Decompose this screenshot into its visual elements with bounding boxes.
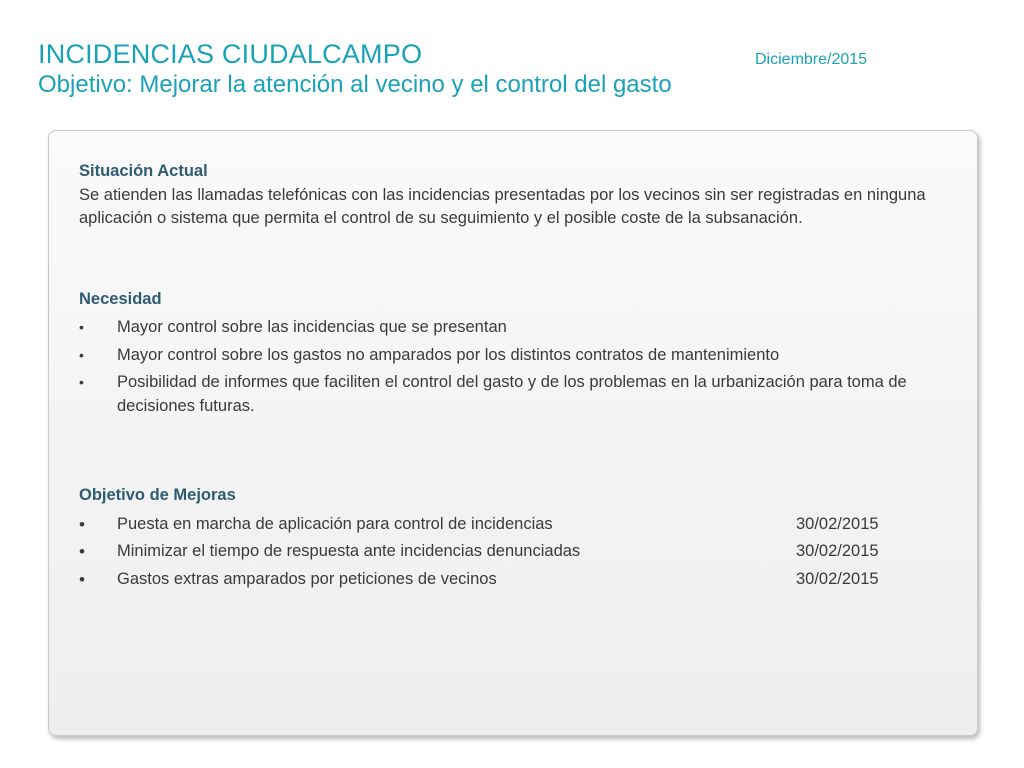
slide-subtitle: Objetivo: Mejorar la atención al vecino y el control del gasto bbox=[38, 71, 672, 98]
content-panel bbox=[48, 130, 978, 736]
bullet-icon: • bbox=[79, 542, 85, 561]
section-situacion bbox=[79, 160, 969, 231]
section-objetivo bbox=[79, 484, 969, 591]
list-item bbox=[79, 568, 969, 592]
bullet-icon: • bbox=[79, 346, 84, 363]
list-item bbox=[79, 316, 969, 340]
bullet-icon: • bbox=[79, 569, 85, 589]
list-item bbox=[79, 513, 969, 537]
bullet-icon: • bbox=[79, 514, 85, 534]
necesidad-item-text: Mayor control sobre las incidencias que se presentan bbox=[117, 318, 507, 336]
section-necesidad bbox=[79, 288, 969, 419]
list-item bbox=[79, 371, 969, 418]
necesidad-list bbox=[79, 316, 969, 418]
slide-date: Diciembre/2015 bbox=[755, 51, 868, 68]
situacion-text: Se atienden las llamadas telefónicas con las incidencias presentadas por los vecinos sin ser registradas en ninguna aplicación o sistema que permita el control de su seguimiento y el posible coste de la subsanación. bbox=[79, 185, 926, 227]
slide-header bbox=[38, 38, 888, 100]
list-item bbox=[79, 540, 969, 564]
slide-title: INCIDENCIAS CIUDALCAMPO bbox=[38, 39, 423, 69]
bullet-icon: • bbox=[79, 374, 84, 390]
content-body bbox=[79, 160, 969, 595]
objetivo-item-date: 30/02/2015 bbox=[796, 514, 879, 533]
necesidad-item-text: Posibilidad de informes que faciliten el control del gasto y de los problemas en la urbanización para toma de decisiones futuras. bbox=[117, 373, 907, 415]
necesidad-item-text: Mayor control sobre los gastos no amparados por los distintos contratos de mantenimiento bbox=[117, 345, 780, 364]
bullet-icon: • bbox=[79, 319, 84, 335]
objetivo-list bbox=[79, 513, 969, 592]
situacion-heading: Situación Actual bbox=[79, 162, 208, 180]
list-item bbox=[79, 344, 969, 368]
objetivo-item-date: 30/02/2015 bbox=[796, 569, 879, 588]
objetivo-item-date: 30/02/2015 bbox=[796, 542, 879, 560]
necesidad-heading: Necesidad bbox=[79, 289, 162, 308]
objetivo-item-text: Puesta en marcha de aplicación para control de incidencias bbox=[117, 514, 553, 533]
objetivo-item-text: Gastos extras amparados por peticiones de vecinos bbox=[117, 569, 497, 588]
objetivo-item-text: Minimizar el tiempo de respuesta ante incidencias denunciadas bbox=[117, 542, 581, 560]
objetivo-heading: Objetivo de Mejoras bbox=[79, 486, 236, 504]
